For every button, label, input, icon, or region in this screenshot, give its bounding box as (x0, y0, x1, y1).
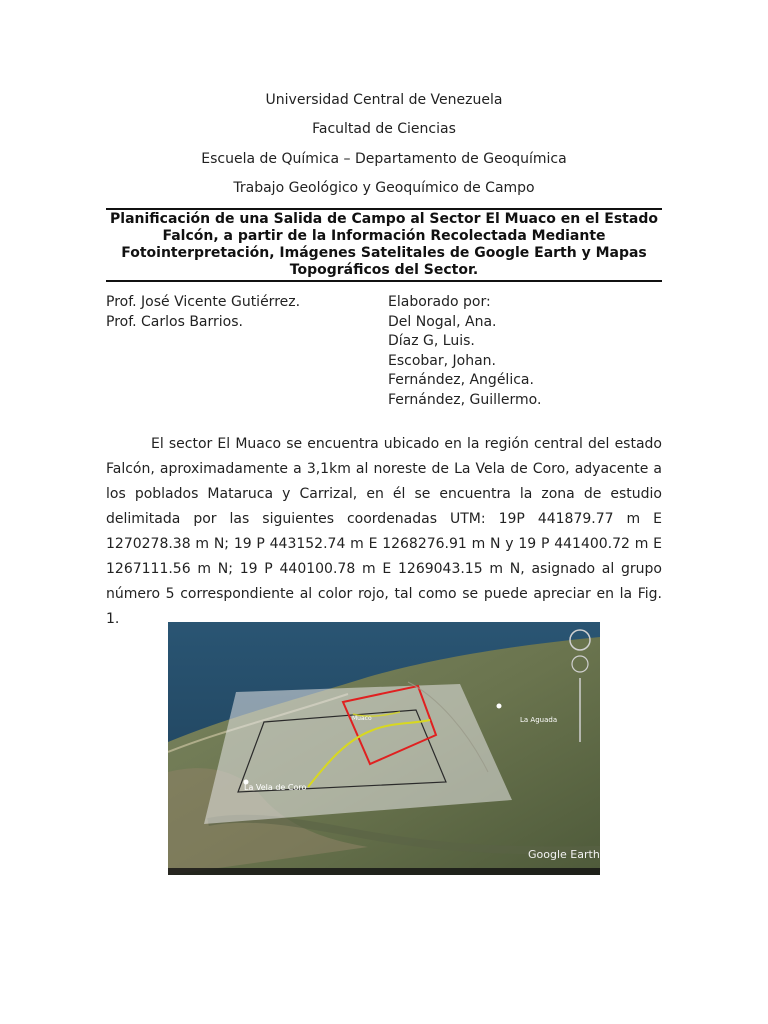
status-bar (168, 868, 600, 875)
authors-label: Elaborado por: (388, 294, 491, 310)
overlay-sheet (204, 684, 512, 824)
satellite-figure (168, 622, 600, 875)
title-bottom-rule (106, 280, 662, 282)
faculty-name: Facultad de Ciencias (312, 121, 456, 137)
author-name: Del Nogal, Ana. (388, 313, 497, 330)
title-line: Falcón, a partir de la Información Recolectada Mediante (162, 228, 606, 244)
title-line: Planificación de una Salida de Campo al Sector El Muaco en el Estado (110, 211, 658, 227)
place-label: La Aguada (520, 716, 558, 724)
authors-list (388, 293, 541, 410)
author-name: Fernández, Angélica. (388, 372, 534, 388)
body-paragraph (106, 432, 662, 632)
professor-name: Prof. José Vicente Gutiérrez. (106, 294, 301, 310)
author-name: Díaz G, Luis. (388, 333, 475, 349)
google-earth-watermark: Google Earth (528, 848, 600, 861)
body-paragraph-text: El sector El Muaco se encuentra ubicado en la región central del estado Falcón, aproximadamente a 3,1km al noreste de La Vela de Coro, adyacente a los poblados Mataruca y Carrizal, en él se encuentra la zona de estudio delimitada por las siguientes coordenadas UTM: 19P 441879.77 m E 1270278.38 m N; 19 P 443152.74 m E 1268276.91 m N y 19 P 441400.72 m E 1267111.56 m N; 19 P 440100.78 m E 1269043.15 m N, asignado al grupo número 5 correspondiente al color rojo, tal como se puede apreciar en la Fig. 1. (106, 436, 662, 627)
professors-list (106, 293, 300, 332)
author-name: Fernández, Guillermo. (388, 391, 542, 408)
title-line: Fotointerpretación, Imágenes Satelitales de Google Earth y Mapas (121, 245, 647, 261)
university-name: Universidad Central de Venezuela (265, 92, 503, 108)
course-name: Trabajo Geológico y Geoquímico de Campo (233, 180, 535, 196)
google-earth-image (168, 622, 600, 875)
professor-name: Prof. Carlos Barrios. (106, 313, 243, 330)
title-top-rule (106, 208, 662, 210)
place-marker-icon (497, 704, 502, 709)
document-title (106, 211, 662, 279)
place-label: La Vela de Coro (244, 783, 307, 792)
place-label: Muaco (352, 715, 372, 722)
school-name: Escuela de Química – Departamento de Geoquímica (201, 151, 567, 167)
title-line: Topográficos del Sector. (289, 262, 479, 278)
author-name: Escobar, Johan. (388, 352, 496, 369)
